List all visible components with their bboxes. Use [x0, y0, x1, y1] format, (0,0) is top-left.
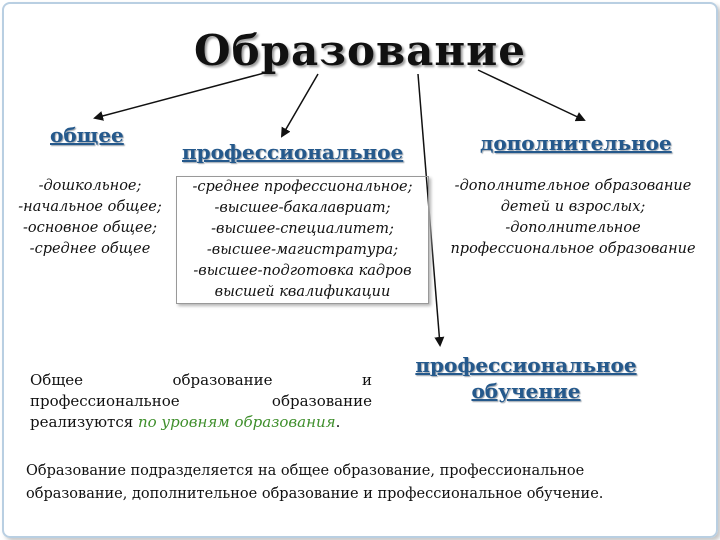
note-suffix: .	[335, 413, 341, 431]
list-item: высшей квалификации	[214, 284, 391, 300]
levels-note	[30, 370, 372, 433]
heading-additional: дополнительное	[480, 131, 672, 155]
heading-professional: профессиональное	[182, 140, 404, 164]
list-item: -дополнительное	[505, 220, 641, 236]
list-item: -высшее-специалитет;	[211, 221, 394, 237]
heading-training-line: обучение	[471, 379, 581, 403]
note-highlight: по уровням образования	[137, 413, 336, 431]
note-word: профессиональное	[30, 392, 180, 410]
list-item: -среднее профессиональное;	[192, 179, 413, 195]
note-line	[30, 412, 372, 433]
note-line	[30, 370, 372, 391]
list-item: -основное общее;	[22, 220, 158, 236]
heading-professional-training	[400, 352, 652, 404]
note-word: Общее	[30, 371, 84, 389]
arrow-to-additional	[478, 70, 584, 120]
list-item: -высшее-подготовка кадров	[193, 263, 412, 279]
note-word: образование	[172, 371, 273, 389]
heading-training-line: профессиональное	[415, 353, 637, 377]
note-word: и	[361, 371, 372, 389]
heading-general: общее	[50, 123, 124, 147]
note-word: образование	[271, 392, 372, 410]
list-item: профессиональное образование	[450, 241, 696, 257]
note-line	[30, 391, 372, 412]
list-item: детей и взрослых;	[500, 199, 646, 215]
additional-list	[428, 176, 718, 260]
list-item: -среднее общее	[29, 241, 151, 257]
list-item: -начальное общее;	[18, 199, 162, 215]
list-item: -высшее-бакалавриат;	[214, 200, 391, 216]
professional-list	[176, 176, 429, 304]
list-item: -высшее-магистратура;	[206, 242, 399, 258]
list-item: -дополнительное образование	[454, 178, 692, 194]
summary-text: Образование подразделяется на общее образование, профессиональное образование, дополнительное образование и профессиональное обучение.	[26, 463, 604, 502]
note-prefix: реализуются	[30, 413, 138, 431]
general-list	[4, 176, 176, 260]
arrow-to-professional	[282, 74, 318, 136]
list-item: -дошкольное;	[38, 178, 142, 194]
arrow-to-general	[95, 72, 268, 118]
diagram-title: Образование	[193, 26, 526, 75]
